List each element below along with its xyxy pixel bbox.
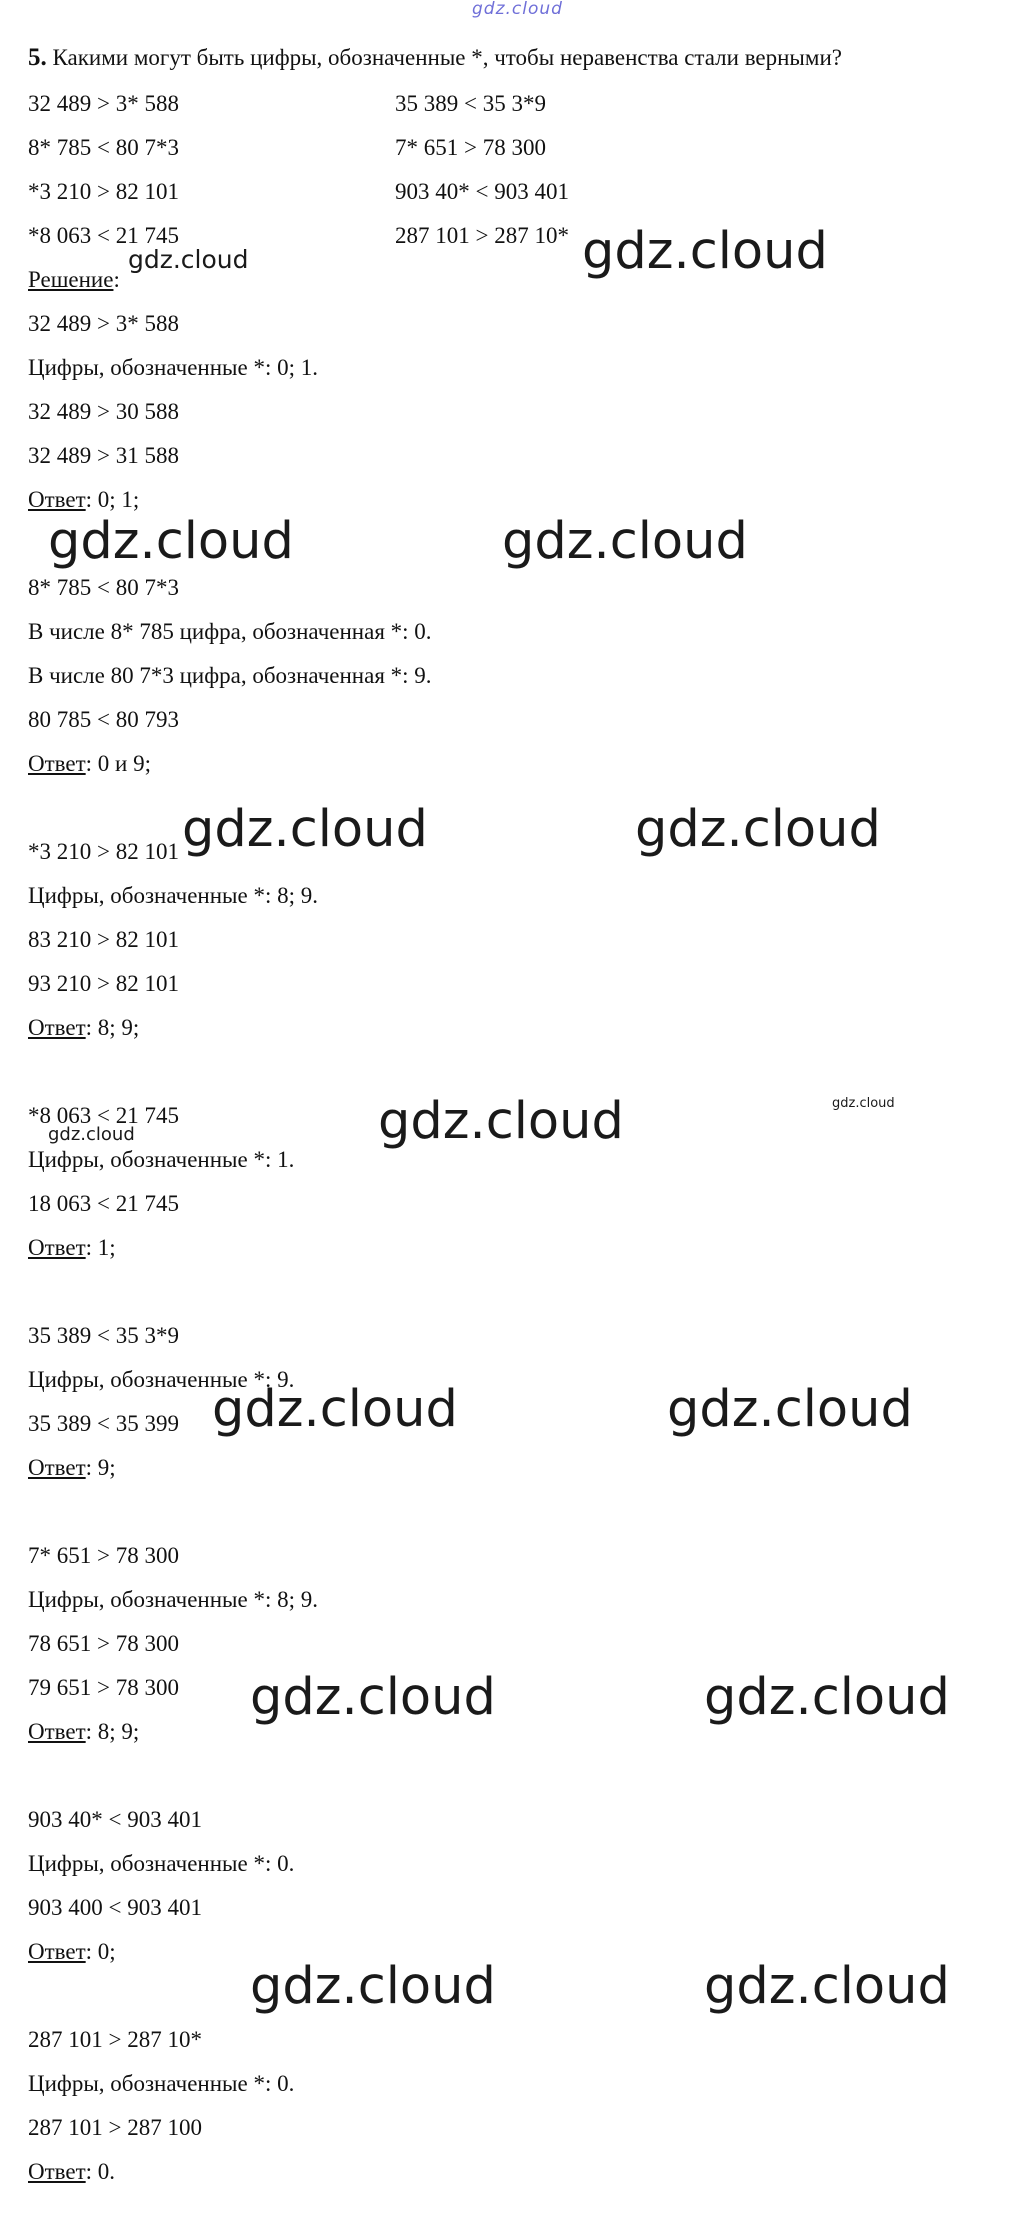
block2-line3: В числе 80 7*3 цифра, обозначенная *: 9. [28, 663, 432, 688]
answer-value: : 8; 9; [85, 1015, 140, 1040]
solution-heading: Решение: [28, 267, 120, 292]
block6-answer [28, 1718, 139, 1746]
watermark: gdz.cloud [635, 800, 881, 859]
block3-line3: 83 210 > 82 101 [28, 927, 179, 952]
answer-value: : 0. [85, 2159, 116, 2184]
task-right-2: 7* 651 > 78 300 [395, 135, 546, 160]
task-statement [28, 44, 842, 72]
watermark: gdz.cloud [250, 1957, 496, 2016]
block5-answer [28, 1454, 116, 1482]
block7-line2: Цифры, обозначенные *: 0. [28, 1851, 295, 1876]
watermark: gdz.cloud [667, 1380, 913, 1439]
answer-label: Ответ [28, 1015, 86, 1040]
answer-label: Ответ [28, 751, 86, 776]
block7-line3: 903 400 < 903 401 [28, 1895, 202, 1920]
task-left-3: *3 210 > 82 101 [28, 179, 179, 204]
block4-line3: 18 063 < 21 745 [28, 1191, 179, 1216]
block2-answer [28, 750, 151, 778]
block6-line4: 79 651 > 78 300 [28, 1675, 179, 1700]
block2-line4: 80 785 < 80 793 [28, 707, 179, 732]
block8-answer [28, 2158, 115, 2186]
solution-label: Решение [28, 267, 114, 292]
watermark: gdz.cloud [48, 512, 294, 571]
watermark: gdz.cloud [502, 512, 748, 571]
block8-line3: 287 101 > 287 100 [28, 2115, 202, 2140]
answer-value: : 0; 1; [85, 487, 140, 512]
block1-line3: 32 489 > 30 588 [28, 399, 179, 424]
task-right-1: 35 389 < 35 3*9 [395, 91, 546, 116]
block4-answer [28, 1234, 116, 1262]
task-right-4: 287 101 > 287 10* [395, 223, 569, 248]
answer-value: : 1; [85, 1235, 116, 1260]
watermark: gdz.cloud [182, 800, 428, 859]
watermark: gdz.cloud [582, 222, 828, 281]
task-right-3: 903 40* < 903 401 [395, 179, 569, 204]
task-left-2: 8* 785 < 80 7*3 [28, 135, 179, 160]
answer-value: : 9; [85, 1455, 116, 1480]
watermark: gdz.cloud [250, 1668, 496, 1727]
block2-line1: 8* 785 < 80 7*3 [28, 575, 179, 600]
block8-line1: 287 101 > 287 10* [28, 2027, 202, 2052]
watermark: gdz.cloud [704, 1668, 950, 1727]
answer-label: Ответ [28, 2159, 86, 2184]
block3-line2: Цифры, обозначенные *: 8; 9. [28, 883, 318, 908]
block5-line2: Цифры, обозначенные *: 9. [28, 1367, 295, 1392]
block3-answer [28, 1014, 139, 1042]
answer-value: : 0; [85, 1939, 116, 1964]
block6-line2: Цифры, обозначенные *: 8; 9. [28, 1587, 318, 1612]
block7-line1: 903 40* < 903 401 [28, 1807, 202, 1832]
answer-value: : 8; 9; [85, 1719, 140, 1744]
block7-answer [28, 1938, 116, 1966]
watermark-top: gdz.cloud [472, 0, 563, 19]
block6-line1: 7* 651 > 78 300 [28, 1543, 179, 1568]
block3-line4: 93 210 > 82 101 [28, 971, 179, 996]
answer-label: Ответ [28, 1455, 86, 1480]
block6-line3: 78 651 > 78 300 [28, 1631, 179, 1656]
watermark: gdz.cloud [378, 1092, 624, 1151]
watermark: gdz.cloud [832, 1096, 895, 1111]
answer-value: : 0 и 9; [85, 751, 151, 776]
answer-label: Ответ [28, 1939, 86, 1964]
block1-line1: 32 489 > 3* 588 [28, 311, 179, 336]
watermark: gdz.cloud [212, 1380, 458, 1439]
block1-line4: 32 489 > 31 588 [28, 443, 179, 468]
block2-line2: В числе 8* 785 цифра, обозначенная *: 0. [28, 619, 432, 644]
block5-line1: 35 389 < 35 3*9 [28, 1323, 179, 1348]
task-left-4: *8 063 < 21 745 [28, 223, 179, 248]
answer-label: Ответ [28, 1235, 86, 1260]
task-number: 5. [28, 44, 47, 71]
block3-line1: *3 210 > 82 101 [28, 839, 179, 864]
task-question: Какими могут быть цифры, обозначенные *, чтобы неравенства стали верными? [52, 45, 842, 70]
watermark: gdz.cloud [48, 1124, 135, 1145]
watermark: gdz.cloud [704, 1957, 950, 2016]
answer-label: Ответ [28, 1719, 86, 1744]
watermark: gdz.cloud [128, 245, 249, 274]
block1-answer [28, 486, 139, 514]
block8-line2: Цифры, обозначенные *: 0. [28, 2071, 295, 2096]
block4-line2: Цифры, обозначенные *: 1. [28, 1147, 295, 1172]
block1-line2: Цифры, обозначенные *: 0; 1. [28, 355, 318, 380]
task-left-1: 32 489 > 3* 588 [28, 91, 179, 116]
answer-label: Ответ [28, 487, 86, 512]
block5-line3: 35 389 < 35 399 [28, 1411, 179, 1436]
block4-line1: *8 063 < 21 745 [28, 1103, 179, 1128]
